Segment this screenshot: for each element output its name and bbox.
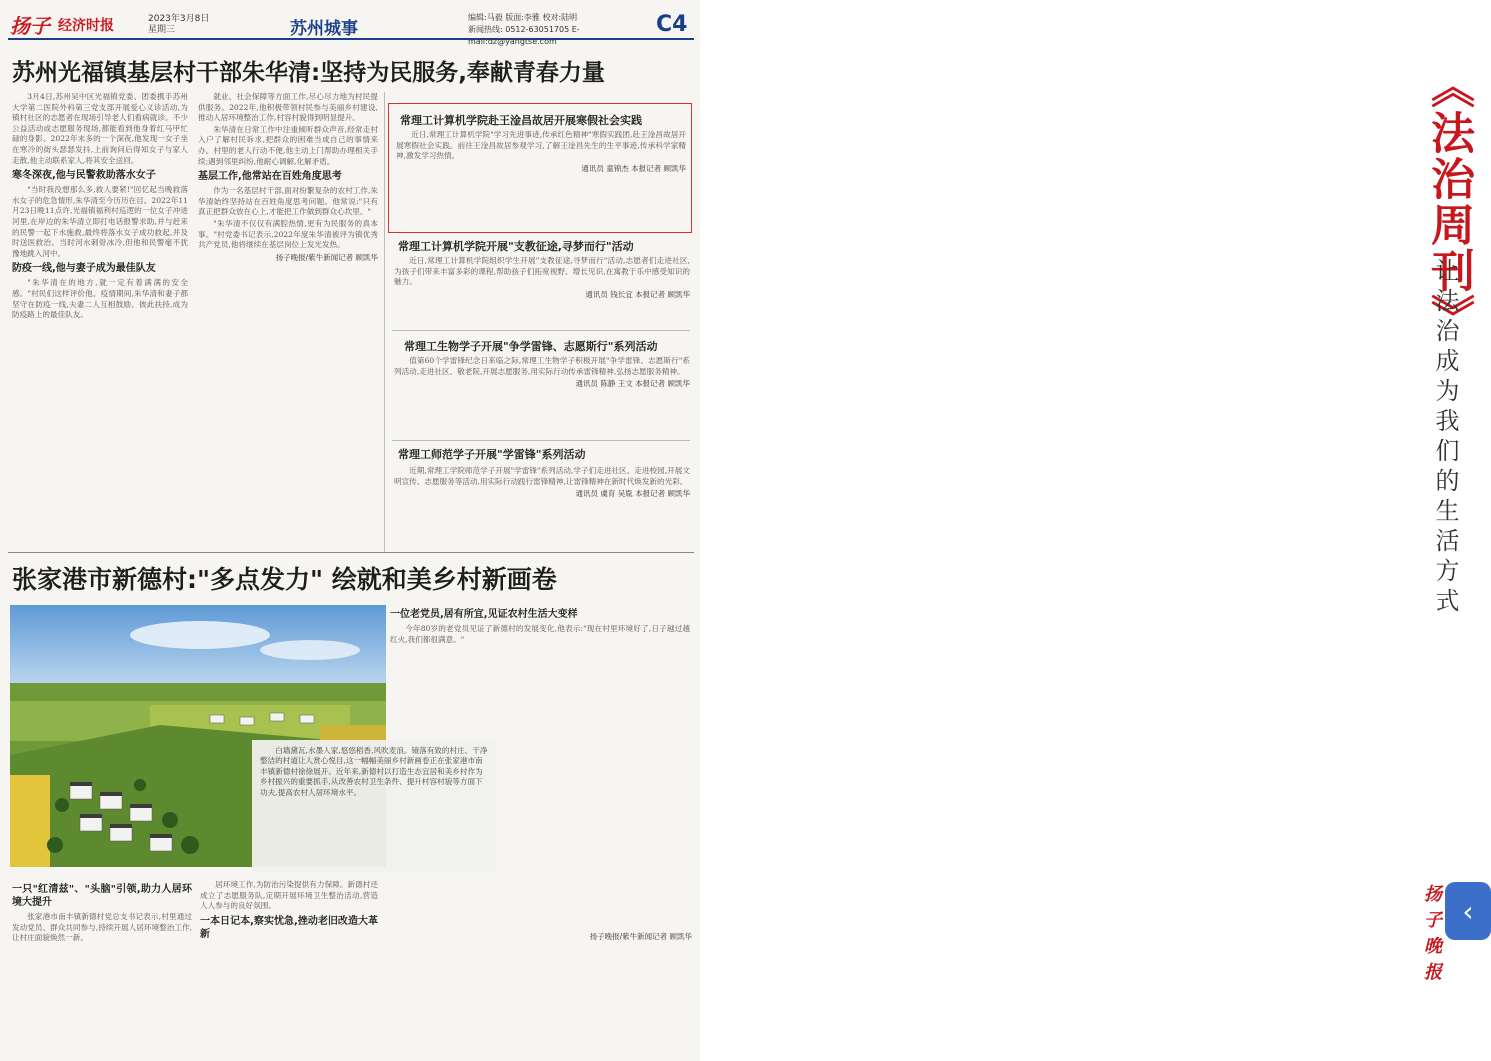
paragraph: 3月4日,苏州吴中区光福镇党委、团委携手苏州大学第二医院外科第三党支部开展爱心义诊活动,为镇村社区的志愿者在现场引导老人们看病就诊。不少公益活动或志愿服务现场,都能看到他身着红马甲忙碌的身影。2022年末多的一个深夜,他发现一女子坐在寒冷的街头瑟瑟发抖,上前询问后得知女子与家人走散,他主动联系家人,将其安全送回。 (12, 92, 188, 165)
issue-weekday: 星期三 (148, 25, 176, 35)
subheading: 基层工作,他常站在百姓角度思考 (198, 171, 342, 183)
editor-info (468, 12, 638, 48)
byline: 通讯员 虞育 吴胤 本报记者 顾凯华 (575, 489, 690, 499)
article-c-body (394, 356, 690, 434)
side-title: 《法治周刊》 (1423, 64, 1474, 340)
date-block (148, 14, 209, 36)
column-divider (384, 92, 385, 552)
paragraph: 近期,常理工学院师范学子开展"学雷锋"系列活动,学子们走进社区、走进校园,开展文明宣传、志愿服务等活动,用实际行动践行雷锋精神,让雷锋精神在新时代焕发新的光彩。 (394, 466, 690, 486)
article-b-body (394, 256, 690, 324)
article-d-body (394, 466, 690, 550)
newspaper-logo: 扬子 (10, 14, 50, 38)
article1-headline: 苏州光福镇基层村干部朱华清:坚持为民服务,奉献青春力量 (12, 60, 605, 86)
subheading: 一位老党员,居有所宜,见证农村生活大变样 (390, 609, 578, 620)
subheading: 寒冬深夜,他与民警救助落水女子 (12, 170, 156, 182)
section-divider (8, 552, 694, 553)
newspaper-page (0, 0, 700, 1061)
subheading: 防疫一线,他与妻子成为最佳队友 (12, 263, 156, 275)
article-d-title: 常理工师范学子开展"学雷锋"系列活动 (398, 448, 586, 461)
divider (392, 330, 690, 331)
paragraph: 作为一名基层村干部,面对纷繁复杂的农村工作,朱华清始终坚持站在百姓角度思考问题。他常说:"只有真正把群众放在心上,才能把工作做到群众心坎里。" (198, 186, 378, 217)
back-button[interactable] (1445, 882, 1491, 940)
side-subtitle: 让法治成为我们的生活方式 (1431, 258, 1459, 618)
boxed-article-body (396, 130, 686, 216)
news-hotline: 新闻热线: 0512-63051705 E-mail:dz@yangtse.com (468, 25, 580, 46)
paragraph: 近日,常理工计算机学院"学习先进事迹,传承红色精神"寒假实践团,赴王淦昌故居开展寒假社会实践。前往王淦昌故居参观学习,了解王淦昌先生的生平事迹,传承科学家精神,激发学习热情。 (396, 130, 686, 161)
brand-name: 经济时报 (58, 18, 114, 34)
paragraph: "朱华清在的地方,就一定有着满满的安全感。"村民们这样评价他。疫情期间,朱华清和妻子都坚守在防疫一线,夫妻二人互相鼓励、彼此扶持,成为防疫路上的最佳队友。 (12, 278, 188, 320)
divider (392, 440, 690, 441)
caption-text: 白墙黛瓦,水墨人家,悠悠稻香,风吹麦浪。镜落有致的村庄、干净整洁的村道让人赏心悦目,这一幅幅美丽乡村新画卷正在张家港市南丰镇新德村徐徐展开。近年来,新德村以打造生态宜居和美乡村作为乡村振兴的重要抓手,从改善农村卫生条件、提升村容村貌等方面下功夫,提高农村人居环境水平。 (260, 746, 488, 797)
paragraph: 近日,常理工计算机学院组织学生开展"支教征途,寻梦而行"活动,志愿者们走进社区,为孩子们带来丰富多彩的课程,帮助孩子们拓宽视野、增长见识,在寓教于乐中感受知识的魅力。 (394, 256, 690, 287)
article1-col2 (198, 92, 378, 552)
paragraph: 居环境工作,为防治污染提供有力保障。新德村还成立了志愿服务队,定期开展环境卫生整治活动,营造人人参与的良好氛围。 (200, 880, 378, 911)
subheading: 一本日记本,察实忧急,挫动老旧改造大革新 (200, 915, 378, 940)
paragraph: 朱华清在日常工作中注重倾听群众声音,经常走村入户了解村民诉求,把群众的困难当成自己的事情来办。村里的老人行动不便,他主动上门帮助办理相关手续;遇到邻里纠纷,他耐心调解,化解矛盾。 (198, 124, 378, 166)
paragraph: 今年80岁的老党员见证了新德村的发展变化,他表示:"现在村里环境好了,日子越过越红火,我们都很满意。" (390, 624, 690, 644)
article1-col1 (12, 92, 188, 552)
page-number: C4 (656, 12, 688, 37)
chevron-left-icon: ‹ (1462, 894, 1474, 928)
side-panel (700, 0, 1474, 1061)
byline: 扬子晚报/紫牛新闻记者 顾凯华 (275, 252, 378, 262)
boxed-article-title: 常理工计算机学院赴王淦昌故居开展寒假社会实践 (400, 114, 642, 127)
article-b-title: 常理工计算机学院开展"支教征途,寻梦而行"活动 (398, 240, 634, 253)
issue-date: 2023年3月8日 (148, 14, 210, 24)
masthead (8, 6, 694, 46)
paragraph: 就业、社会保障等方面工作,尽心尽力地为村民提供服务。2022年,他积极带领村民参与美丽乡村建设,推动人居环境整治工作,村容村貌得到明显提升。 (198, 92, 378, 123)
article2-col1 (12, 880, 192, 1056)
article2-col2 (200, 880, 378, 1056)
editor-line: 编辑:马毅 版面:李雅 校对:陆明 (468, 13, 578, 22)
subheading: 一只"红清兹"、"头脑"引领,助力人居环境大提升 (12, 884, 192, 908)
article2-headline: 张家港市新德村:"多点发力" 绘就和美乡村新画卷 (12, 565, 557, 594)
byline: 通讯员 钱长宜 本报记者 顾凯华 (585, 289, 690, 299)
paragraph: "朱华清不仅仅有满腔热情,更有为民服务的真本事。"村党委书记表示,2022年度朱华清被评为镇优秀共产党员,他将继续在基层岗位上发光发热。 (198, 218, 378, 250)
section-title: 苏州城事 (290, 19, 358, 39)
byline: 通讯员 陈静 王文 本报记者 顾凯华 (575, 379, 690, 389)
byline: 扬子晚报/紫牛新闻记者 顾凯华 (589, 932, 692, 941)
article2-right-col (390, 605, 690, 925)
byline: 通讯员 童锦杰 本报记者 顾凯华 (581, 163, 686, 173)
paragraph: 张家港市南丰镇新德村党总支书记表示,村里通过发动党员、群众共同参与,持续开展人居环境整治工作,让村庄面貌焕然一新。 (12, 912, 192, 943)
paragraph: "当时我没想那么多,救人要紧!"回忆起当晚救落水女子的危急情形,朱华清至今历历在目。2022年11月23日晚11点许,光福镇福利村巡逻的一位女子冲进河里,在岸边的朱华清立即打电话报警求助,并与赶来的民警一起下水施救,最终将落水女子成功救起,并及时送医救治。当时河水刺骨冰冷,但他和民警毫不犹豫地跳入河中。 (12, 185, 188, 258)
article2-col3 (386, 930, 692, 1056)
paragraph: 值第60个学雷锋纪念日来临之际,常理工生物学子积极开展"争学雷锋、志愿斯行"系列活动,走进社区、敬老院,开展志愿服务,用实际行动传承雷锋精神,弘扬志愿服务精神。 (394, 356, 690, 376)
side-logo: 扬子晚报 (1424, 884, 1442, 983)
article-c-title: 常理工生物学子开展"争学雷锋、志愿斯行"系列活动 (404, 340, 658, 353)
